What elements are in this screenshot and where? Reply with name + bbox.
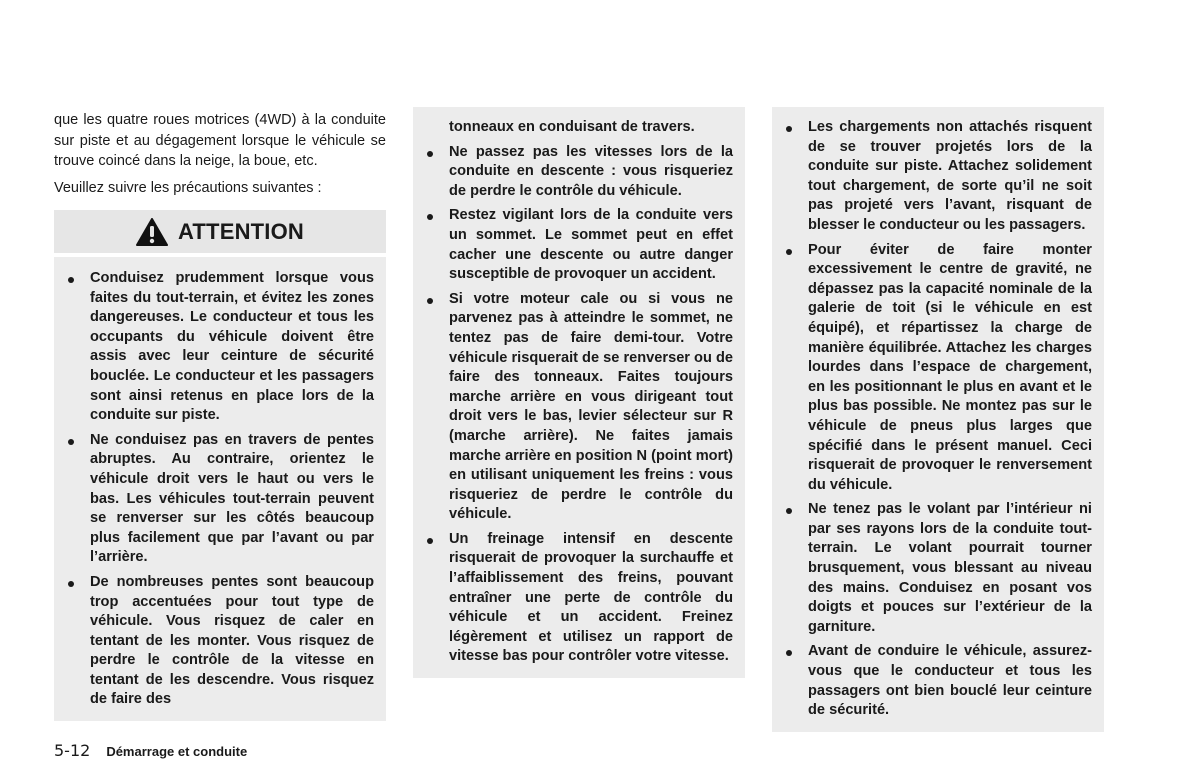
warning-item: Avant de conduire le véhicule, assurez-vous que le conducteur et tous les passagers ont bien bouclé leur ceinture de sécurité. <box>808 642 1092 720</box>
warning-item: Pour éviter de faire monter excessivement le centre de gravité, ne dépassez pas la capacité nominale de la galerie de toit (si le véhicule en est équipé), et répartissez la charge de manière équilibrée. Attachez les charges lourdes dans l’espace de chargement, en les positionnant le plus en avant et le plus bas possible. Ne montez pas sur le véhicule de pneus plus larges que spécifié dans le présent manuel. Ceci risquerait de provoquer le renversement du véhicule. <box>808 241 1092 496</box>
section-title: Démarrage et conduite <box>106 744 248 760</box>
warning-item: Ne conduisez pas en travers de pentes abruptes. Au contraire, orientez le véhicule droit vers le haut ou vers le bas. Les véhicules tout-terrain peuvent se renverser sur les côtés beaucoup plus facilement que par l’avant ou par l’arrière. <box>90 431 374 568</box>
warning-item: Les chargements non attachés risquent de se trouver projetés lors de la conduite sur piste. Attachez solidement tout chargement, de sorte qu’il ne soit pas projeté vers l’avant, risquant de blesser le conducteur ou les passagers. <box>808 118 1092 236</box>
warning-item: De nombreuses pentes sont beaucoup trop accentuées pour tout type de véhicule. Vous risquez de caler en tentant de les monter. Vous risquez de perdre le contrôle de la vitesse en tentant de les descendre. Vous risquez de faire des <box>90 573 374 710</box>
intro-paragraph: que les quatre roues motrices (4WD) à la conduite sur piste et au dégagement lorsque le véhicule se trouve coincé dans la neige, la boue, etc. <box>54 112 386 169</box>
left-column <box>54 110 386 760</box>
warning-item: Conduisez prudemment lorsque vous faites du tout-terrain, et évitez les zones dangereuses. Le conducteur et tous les occupants du véhicule doivent être assis avec leur ceinture de sécurité bouclée. Le conducteur et les passagers sont ainsi retenus en place lors de la conduite sur piste. <box>90 269 374 426</box>
warning-column-1 <box>54 257 386 721</box>
page-number: 5-12 <box>54 741 91 761</box>
warning-item: Ne passez pas les vitesses lors de la conduite en descente : vous risqueriez de perdre le contrôle du véhicule. <box>449 143 733 202</box>
page-footer <box>54 741 386 760</box>
warning-item: Si votre moteur cale ou si vous ne parvenez pas à atteindre le sommet, ne tentez pas de faire demi-tour. Votre véhicule risquerait de se renverser ou de faire des tonneaux. Faites toujours marche arrière en vous dirigeant tout droit vers le bas, levier sélecteur sur R (marche arrière). Ne faites jamais marche arrière en position N (point mort) en utilisant uniquement les freins : vous risqueriez de perdre le contrôle du véhicule. <box>449 290 733 525</box>
warning-item: Restez vigilant lors de la conduite vers un sommet. Le sommet peut en effet cacher une descente ou autre danger susceptible de provoquer un accident. <box>449 206 733 284</box>
intro-text <box>54 110 386 204</box>
warning-item: Un freinage intensif en descente risquerait de provoquer la surchauffe et l’affaiblissement des freins, pouvant entraîner une perte de contrôle du véhicule et un accident. Freinez légèrement et utilisez un rapport de vitesse bas pour contrôler votre vitesse. <box>449 530 733 667</box>
warning-header <box>54 210 386 253</box>
warning-item-continuation: tonneaux en conduisant de travers. <box>449 119 695 135</box>
warning-triangle-icon <box>136 218 168 246</box>
intro-paragraph: Veuillez suivre les précautions suivantes : <box>54 179 322 196</box>
warning-title: ATTENTION <box>177 218 305 244</box>
warning-item: Ne tenez pas le volant par l’intérieur ni par ses rayons lors de la conduite tout-terrain. Le volant pourrait tourner brusquement, vous blessant au niveau des mains. Conduisez en posant vos doigts et pouces sur l’extérieur de la garniture. <box>808 500 1092 637</box>
warning-column-2 <box>413 107 745 678</box>
warning-column-3 <box>772 107 1104 732</box>
